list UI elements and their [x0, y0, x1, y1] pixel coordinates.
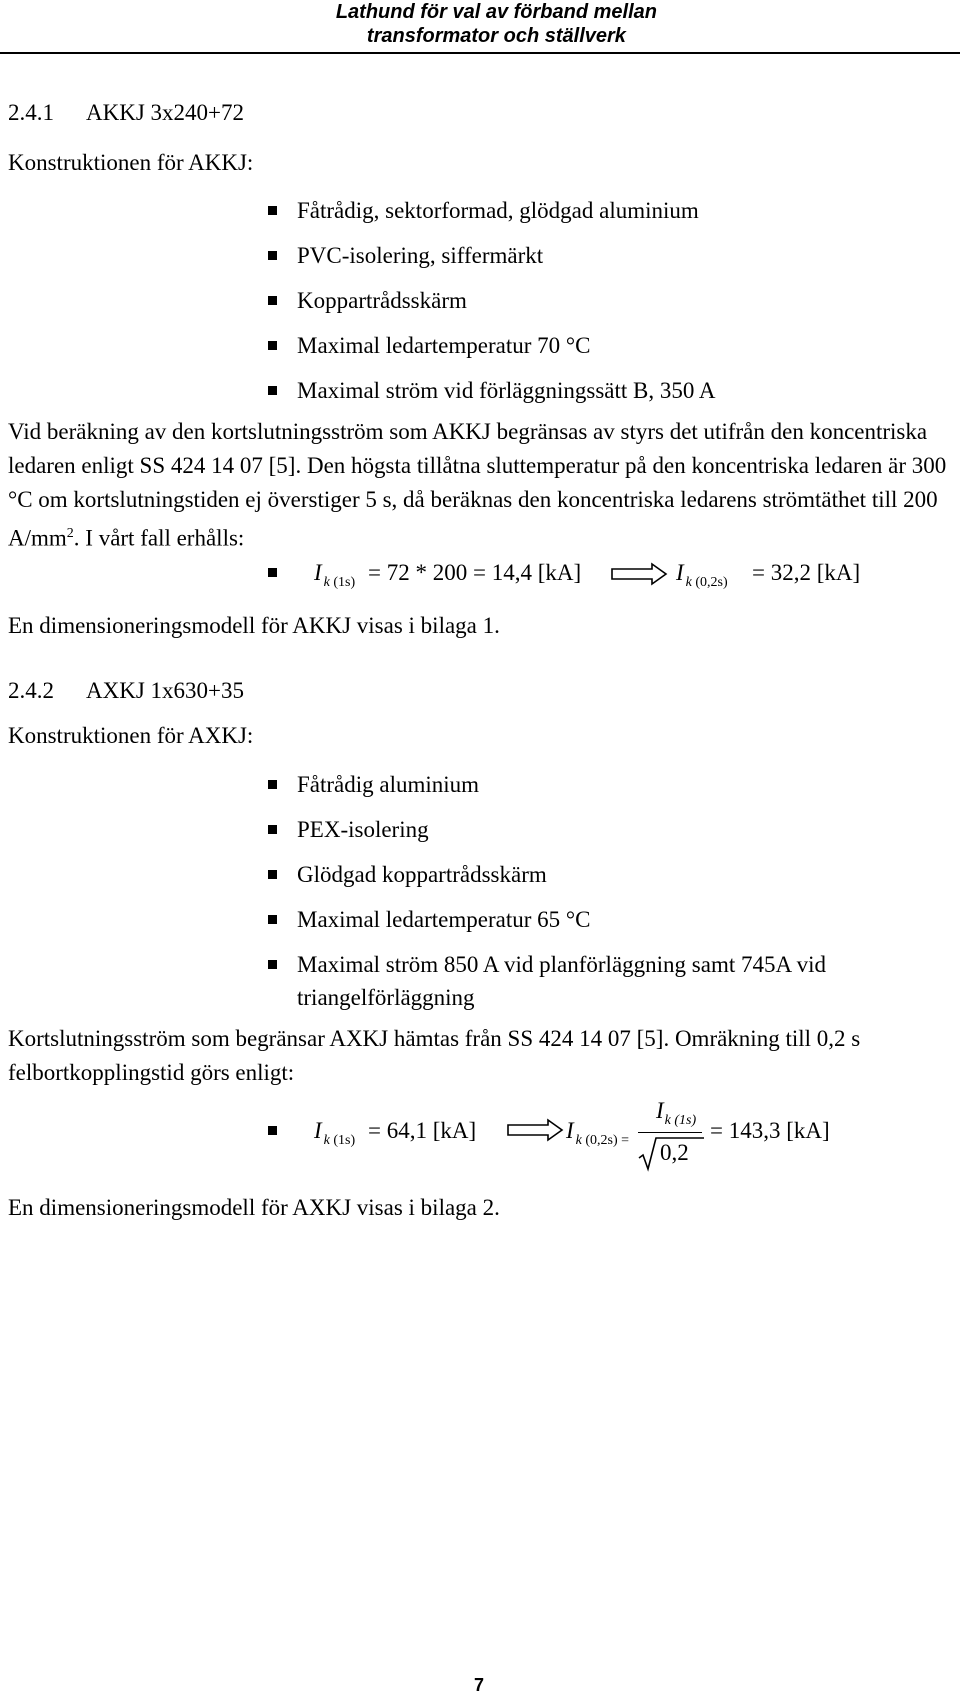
bullet-item: Maximal ström 850 A vid planförläggning samt 745A vid: [268, 952, 826, 978]
bullet-marker: [268, 780, 277, 789]
implies-arrow-icon: [610, 562, 668, 586]
implies-arrow-icon: [506, 1118, 564, 1142]
page-number: 7: [474, 1675, 485, 1695]
bullet-continuation: triangelförläggning: [297, 985, 475, 1010]
formula-lhs: I $_{k (1s)}$: [314, 1118, 356, 1148]
bullet-marker: [268, 251, 277, 260]
bullet-item: PEX-isolering: [268, 817, 429, 843]
bullet-item: Glödgad koppartrådsskärm: [268, 862, 547, 888]
formula-row: [268, 1098, 928, 1178]
section-title: AKKJ 3x240+72: [86, 100, 245, 125]
body-paragraph: Vid beräkning av den kortslutningsström som AKKJ begränsas av styrs det utifrån den koncentriska ledaren enligt SS 424 14 07 [5]. Den högsta tillåtna sluttemperatur på den koncentriska ledaren är 300 °C om kortslutningstiden ej överstiger 5 s, då beräknas den koncentriska ledarens strömtäthet till 200 $A/mm^2$. I vårt fall erhålls:: [8, 419, 947, 551]
bullet-marker: [268, 341, 277, 350]
formula-result-2: = 143,3 [kA]: [710, 1118, 830, 1143]
formula-lhs-2: I $_{k (0,2s) =}$: [566, 1118, 630, 1148]
formula-result: = 72 * 200 = 14,4 [kA]: [368, 560, 582, 585]
body-paragraph: Kortslutningsström som begränsar AXKJ hämtas från SS 424 14 07 [5]. Omräkning till 0,2 s felbortkopplingstid görs enligt:: [8, 1026, 861, 1085]
bullet-item: Fåtrådig aluminium: [268, 772, 479, 798]
section-heading-2-4-1: [8, 100, 244, 126]
formula-result-2: = 32,2 [kA]: [752, 560, 861, 585]
bullet-item: Maximal ledartemperatur 70 °C: [268, 333, 590, 359]
bullet-item: PVC-isolering, siffermärkt: [268, 243, 543, 269]
bullet-item: Maximal ström vid förläggningssätt B, 350 A: [268, 378, 715, 404]
construction-intro: Konstruktionen för AXKJ:: [8, 723, 254, 748]
bullet-marker: [268, 296, 277, 305]
bullet-marker: [268, 825, 277, 834]
formula-lhs: I $_{k (1s)}$: [314, 560, 356, 590]
section-number: 2.4.1: [8, 100, 54, 125]
closing-text: En dimensioneringsmodell för AXKJ visas i bilaga 2.: [8, 1195, 500, 1220]
bullet-marker: [268, 915, 277, 924]
page-header: [0, 0, 960, 54]
fraction-denominator: 0,2: [660, 1140, 689, 1165]
bullet-marker: [268, 960, 277, 969]
fraction-numerator: $I_{k (1s)}$: [656, 1098, 697, 1128]
formula-result: = 64,1 [kA]: [368, 1118, 477, 1143]
bullet-item: Koppartrådsskärm: [268, 288, 467, 314]
fraction-bar: [638, 1132, 702, 1133]
formula-lhs-2: I $_{k (0,2s)}$: [676, 560, 728, 590]
header-title: Lathund för val av förband mellan transformator och ställverk: [335, 1, 657, 47]
section-heading-2-4-2: [8, 678, 244, 704]
bullet-marker: [268, 568, 277, 577]
bullet-item: Fåtrådig, sektorformad, glödgad aluminium: [268, 198, 699, 224]
formula-row: [268, 560, 928, 600]
section-number: 2.4.2: [8, 678, 54, 703]
closing-text: En dimensioneringsmodell för AKKJ visas i bilaga 1.: [8, 613, 500, 638]
bullet-marker: [268, 206, 277, 215]
bullet-item: Maximal ledartemperatur 65 °C: [268, 907, 590, 933]
bullet-marker: [268, 870, 277, 879]
construction-intro: Konstruktionen för AKKJ:: [8, 150, 254, 175]
bullet-marker: [268, 1126, 277, 1135]
section-title: AXKJ 1x630+35: [86, 678, 245, 703]
bullet-marker: [268, 386, 277, 395]
